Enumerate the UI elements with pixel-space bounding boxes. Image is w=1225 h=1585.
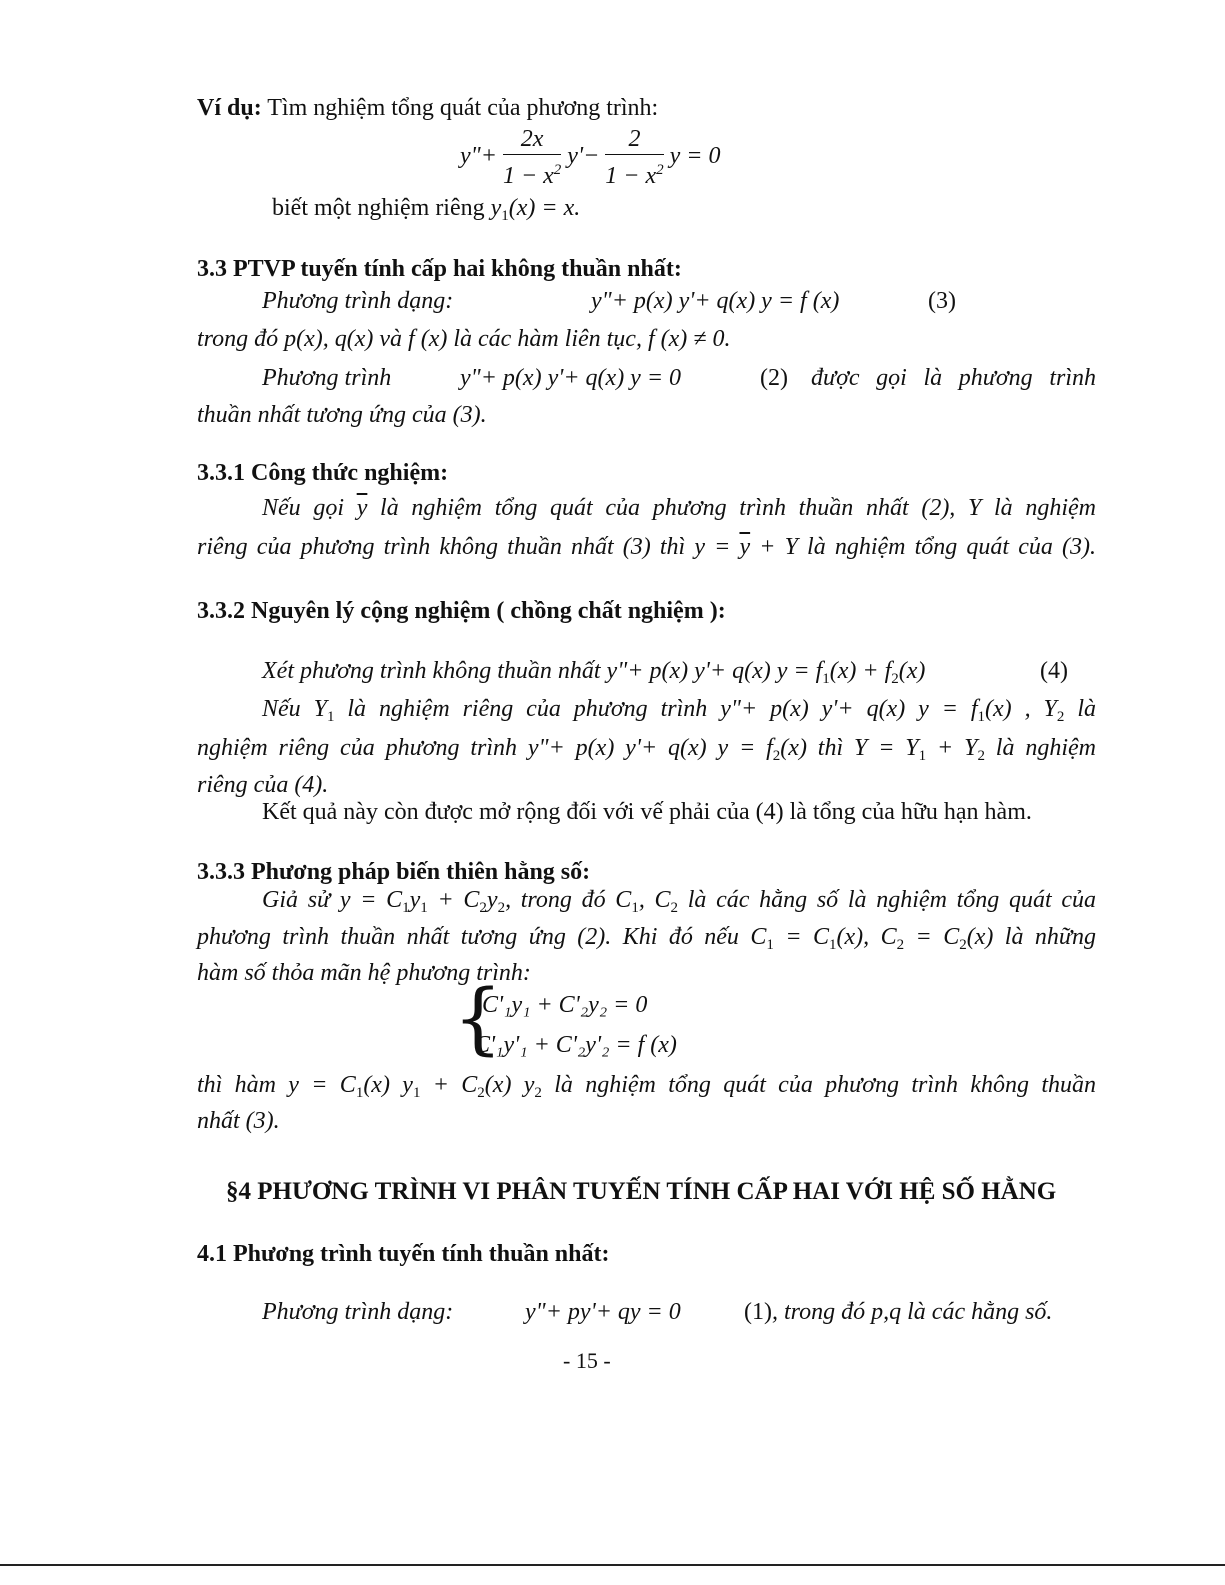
sub-2: 2 bbox=[670, 900, 679, 916]
s333-l1e: , trong đó C bbox=[505, 887, 632, 913]
s331-l2a: riêng của phương trình không thuần nhất (3) thì y = bbox=[197, 534, 740, 560]
fraction-1-den: 1 − x bbox=[502, 163, 554, 189]
given-sol: y bbox=[490, 195, 502, 221]
fraction-1-exp: 2 bbox=[553, 162, 562, 178]
s33-form-label: Phương trình dạng: bbox=[262, 288, 454, 314]
s331-l1b: là nghiệm tổng quát của phương trình thuần nhất (2), Y là nghiệm bbox=[367, 495, 1097, 521]
fraction-2-num: 2 bbox=[605, 124, 663, 155]
s33-form-eq: y"+ p(x) y'+ q(x) y = f (x) bbox=[591, 288, 840, 314]
sub-2: 2 bbox=[479, 900, 487, 916]
sub-1: 1 bbox=[420, 900, 428, 916]
s331-line1 bbox=[262, 493, 1096, 523]
sub-1: 1 bbox=[977, 709, 986, 725]
s333-l4a: thì hàm y = C bbox=[197, 1072, 356, 1098]
example-given bbox=[272, 193, 580, 231]
s332-l3d: là nghiệm bbox=[984, 735, 1096, 761]
s333-l1b: y bbox=[409, 887, 421, 913]
s33-hom-num: (2) bbox=[760, 365, 788, 391]
s333-line2 bbox=[197, 922, 1096, 960]
s331-ybar: $\overline{y}$ bbox=[356, 495, 368, 521]
s333-l2a: phương trình thuần nhất tương ứng (2). Khi đó nếu C bbox=[197, 924, 767, 950]
sub-2: 2 bbox=[497, 900, 506, 916]
sub-1: 1 bbox=[822, 671, 830, 687]
sub-1: 1 bbox=[355, 1085, 364, 1101]
s332-line2 bbox=[262, 694, 1096, 732]
s332-line1 bbox=[262, 656, 925, 694]
s332-l2b: là nghiệm riêng của phương trình y"+ p(x) y'+ q(x) y = f bbox=[334, 696, 978, 722]
s333-l1c: + C bbox=[427, 887, 480, 913]
sub-2: 2 bbox=[891, 671, 899, 687]
sub-1: 1 bbox=[412, 1085, 421, 1101]
sub-2: 2 bbox=[534, 1085, 542, 1101]
heading-4-1: 4.1 Phương trình tuyến tính thuần nhất: bbox=[197, 1241, 610, 1267]
sub-1: 1 bbox=[326, 709, 335, 725]
given-rest: (x) = x. bbox=[508, 195, 581, 221]
s333-l1a: Giả sử y = C bbox=[262, 887, 403, 913]
s332-line4: riêng của (4). bbox=[197, 772, 329, 798]
sub-2: 2 bbox=[1056, 709, 1065, 725]
sub-2: 2 bbox=[772, 748, 781, 764]
s332-l2c: (x) , Y bbox=[985, 696, 1057, 722]
eq-lead: y"+ bbox=[460, 143, 497, 170]
fraction-2 bbox=[605, 124, 663, 191]
s332-l2d: là bbox=[1064, 696, 1096, 722]
s332-l1-mid: (x) + f bbox=[829, 658, 892, 684]
sub-1: 1 bbox=[402, 900, 410, 916]
bottom-border-line bbox=[0, 1564, 1225, 1566]
eq-mid: y'− bbox=[567, 143, 600, 170]
given-text: biết một nghiệm riêng bbox=[272, 195, 491, 221]
s331-line2 bbox=[197, 532, 1096, 562]
fraction-2-exp: 2 bbox=[656, 162, 664, 178]
fraction-1 bbox=[503, 124, 561, 191]
sub-2: 2 bbox=[896, 937, 905, 953]
system-brace: { bbox=[453, 974, 503, 1064]
s331-l1a: Nếu gọi bbox=[262, 495, 357, 521]
s331-ybar-2: $\overline{y}$ bbox=[739, 534, 751, 560]
s4-form-label: Phương trình dạng: bbox=[262, 1299, 454, 1325]
sub-2: 2 bbox=[477, 1085, 485, 1101]
s333-l1d: y bbox=[486, 887, 498, 913]
example-line bbox=[197, 93, 658, 123]
fraction-1-num: 2x bbox=[503, 124, 561, 155]
heading-3-3-2: 3.3.2 Nguyên lý cộng nghiệm ( chồng chất nghiệm ): bbox=[197, 598, 726, 624]
s333-l4e: là nghiệm tổng quát của phương trình không thuần bbox=[541, 1072, 1097, 1098]
s33-hom-tail: được gọi là phương trình bbox=[811, 365, 1096, 391]
sub-2: 2 bbox=[977, 748, 985, 764]
s332-l1-num: (4) bbox=[1040, 658, 1068, 684]
system-eq-2: C'₁y'₁ + C'₂y'₂ = f (x) bbox=[474, 1032, 677, 1058]
example-label: Ví dụ: bbox=[197, 95, 262, 121]
s332-l3c: + Y bbox=[926, 735, 978, 761]
s332-l2a: Nếu Y bbox=[262, 696, 327, 722]
page-number: - 15 - bbox=[563, 1348, 611, 1373]
s333-line3: hàm số thỏa mãn hệ phương trình: bbox=[197, 960, 531, 986]
s332-line3 bbox=[197, 733, 1096, 771]
s4-form-eq: y"+ py'+ qy = 0 bbox=[525, 1299, 681, 1325]
sub-1: 1 bbox=[918, 748, 927, 764]
s333-line5: nhất (3). bbox=[197, 1108, 280, 1134]
heading-3-3: 3.3 PTVP tuyến tính cấp hai không thuần nhất: bbox=[197, 256, 682, 282]
s333-l4d: (x) y bbox=[484, 1072, 535, 1098]
s333-l2e: (x) là những bbox=[966, 924, 1097, 950]
sub-1: 1 bbox=[829, 937, 837, 953]
s33-hom-line2: thuần nhất tương ứng của (3). bbox=[197, 402, 487, 428]
s33-hom-eq: y"+ p(x) y'+ q(x) y = 0 bbox=[460, 365, 682, 391]
s332-l3b: (x) thì Y = Y bbox=[780, 735, 919, 761]
heading-section-4: §4 PHƯƠNG TRÌNH VI PHÂN TUYẾN TÍNH CẤP HAI VỚI HỆ SỐ HẰNG bbox=[226, 1178, 1057, 1205]
given-sub: 1 bbox=[501, 208, 509, 224]
s333-l2b: = C bbox=[773, 924, 829, 950]
s332-l1: Xét phương trình không thuần nhất y"+ p(x) y'+ q(x) y = f bbox=[262, 658, 823, 684]
s333-l1f: , C bbox=[638, 887, 671, 913]
heading-3-3-1: 3.3.1 Công thức nghiệm: bbox=[197, 460, 449, 486]
s333-l2c: (x), C bbox=[836, 924, 897, 950]
system-eq-1: C'₁y₁ + C'₂y₂ = 0 bbox=[482, 992, 648, 1018]
s332-l3a: nghiệm riêng của phương trình y"+ p(x) y'+ q(x) y = f bbox=[197, 735, 773, 761]
s332-line5: Kết quả này còn được mở rộng đối với vế phải của (4) là tổng của hữu hạn hàm. bbox=[262, 799, 1032, 825]
s333-l4b: (x) y bbox=[363, 1072, 413, 1098]
s332-l1-end: (x) bbox=[898, 658, 926, 684]
s33-hom-label: Phương trình bbox=[262, 365, 392, 391]
s33-form-num: (3) bbox=[928, 288, 956, 314]
s333-l2d: = C bbox=[904, 924, 960, 950]
s333-line1 bbox=[262, 885, 1096, 923]
s33-where: trong đó p(x), q(x) và f (x) là các hàm liên tục, f (x) ≠ 0. bbox=[197, 326, 731, 352]
eq-tail: y = 0 bbox=[669, 143, 721, 170]
s333-l1g: là các hằng số là nghiệm tổng quát của bbox=[678, 887, 1097, 913]
s4-form-tail: , trong đó p,q là các hằng số. bbox=[772, 1299, 1053, 1325]
sub-1: 1 bbox=[631, 900, 639, 916]
example-text: Tìm nghiệm tổng quát của phương trình: bbox=[261, 95, 659, 121]
s331-l2b: + Y là nghiệm tổng quát của (3). bbox=[750, 534, 1096, 560]
fraction-2-den: 1 − x bbox=[605, 163, 657, 189]
s333-l4c: + C bbox=[420, 1072, 478, 1098]
sub-2: 2 bbox=[959, 937, 967, 953]
s4-form-num: (1) bbox=[744, 1299, 772, 1325]
s333-line4 bbox=[197, 1070, 1096, 1108]
heading-3-3-3: 3.3.3 Phương pháp biến thiên hằng số: bbox=[197, 859, 591, 885]
example-equation bbox=[460, 124, 721, 191]
sub-1: 1 bbox=[766, 937, 774, 953]
